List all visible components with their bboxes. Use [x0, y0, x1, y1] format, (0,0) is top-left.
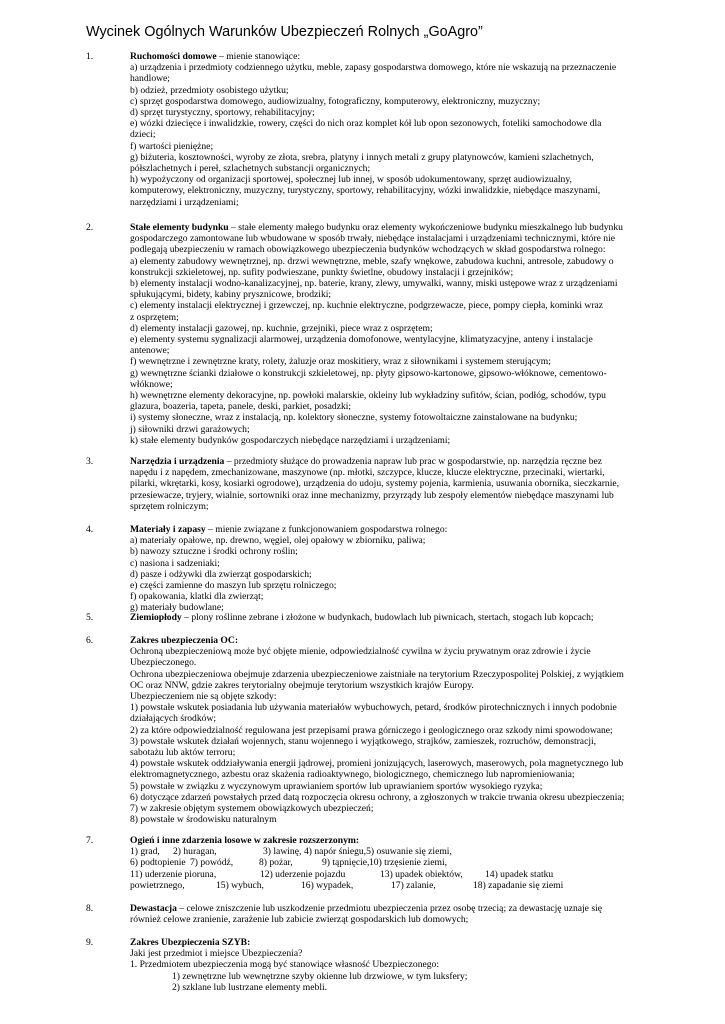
text-line: z osprzętem;	[130, 311, 179, 323]
section-heading-line	[130, 937, 639, 948]
section-number: 3.	[86, 456, 94, 467]
text-line: spłukującymi, bidety, kabiny prysznicowe, brodziki;	[130, 289, 332, 301]
section-4	[0, 524, 725, 614]
section-number: 9.	[86, 937, 94, 948]
text-line: g) materiały budowlane;	[130, 602, 224, 614]
text-line: c) nasiona i sadzeniaki;	[130, 557, 220, 569]
text-line: g) wewnętrzne ścianki działowe o konstrukcji szkieletowej, np. płyty gipsowo-kartonowe, gipsowo-włóknowe, cementowo-	[130, 367, 607, 379]
risk-item: 8) pożar,	[259, 857, 293, 869]
section-1	[0, 51, 725, 208]
text-line: c) sprzęt gospodarstwa domowego, audiowizualny, fotograficzny, komputerowy, elektroniczny, muzyczny;	[130, 95, 541, 107]
text-line: g) biżuteria, kosztowności, wyroby ze złota, srebra, platyny i innych metali z grupy platynowców, kamieni szlachetnych,	[130, 151, 594, 163]
section-heading-line	[130, 524, 639, 535]
risk-item: 17) zalanie,	[391, 879, 436, 891]
text-line: h) wypożyczony od organizacji sportowej, społecznej lub innej, w sposób udokumentowany, sprzęt audiowizualny,	[130, 174, 572, 186]
section-heading-rest: – stałe elementy małego budynku oraz elementy wykończeniowe budynku mieszkalnego lub budynku	[228, 222, 623, 233]
text-line: pilarki, wkrętarki, kosy, kosiarki ogrodowe), urządzenia do udoju, systemy pojenia, karmienia, usuwania obornika, sieczkarnie,	[130, 478, 620, 490]
text-line: f) wewnętrzne i zewnętrzne kraty, rolety, żaluzje oraz moskitiery, wraz z siłownikami i systemem sterującym;	[130, 356, 551, 368]
risk-item: 13) upadek obiektów,	[380, 868, 463, 880]
text-line: d) pasze i odżywki dla zwierząt gospodarskich;	[130, 568, 312, 580]
risk-item: 3) lawinę,	[263, 846, 302, 858]
section-heading: Ogień i inne zdarzenia losowe w zakresie rozszerzonym:	[130, 835, 360, 846]
text-line: antenowe;	[130, 345, 170, 357]
text-line: handlowe;	[130, 73, 170, 85]
text-line: gospodarczego zamontowane lub wbudowane w sposób trwały, niebędące instalacjami i urządzeniami technicznymi, które nie	[130, 233, 616, 245]
section-heading-line	[130, 456, 639, 467]
risk-item: powietrznego,	[130, 879, 185, 891]
section-heading: Zakres Ubezpieczenia SZYB:	[130, 937, 251, 948]
text-line: e) wózki dziecięce i inwalidzkie, rowery, części do nich oraz komplet kół lub opon sezonowych, foteliki samochodowe dla	[130, 118, 602, 130]
text-line: glazura, boazeria, tapeta, panele, deski, parkiet, posadzki;	[130, 401, 352, 413]
text-line: f) opakowania, klatki dla zwierząt;	[130, 591, 264, 603]
risk-item: 10) trzęsienie ziemi,	[369, 857, 448, 869]
section-lines	[130, 535, 639, 613]
text-line: d) elementy instalacji gazowej, np. kuchnie, grzejniki, piece wraz z osprzętem;	[130, 322, 433, 334]
section-lines	[130, 62, 639, 208]
section-heading-line	[130, 612, 639, 623]
text-line: 8) powstałe w środowisku naturalnym	[130, 814, 277, 826]
section-heading-rest: – mienie związane z funkcjonowaniem gospodarstwa rolnego:	[205, 524, 448, 535]
text-line: a) elementy zabudowy wewnętrznej, np. drzwi wewnętrzne, meble, szafy wnękowe, zabudowa kuchni, antresole, zabudowy o	[130, 255, 614, 267]
section-5	[0, 612, 725, 623]
text-line: 3) powstałe wskutek działań wojennych, stanu wojennego i wyjątkowego, strajków, zamieszek, rozruchów, demonstracji,	[130, 735, 597, 747]
risk-item: 14) upadek statku	[485, 868, 554, 880]
text-line: b) elementy instalacji wodno-kanalizacyjnej, np. baterie, krany, zlewy, umywalki, wanny, miski ustępowe wraz z urządzeniami	[130, 278, 618, 290]
text-line: a) urządzenia i przedmioty codziennego użytku, meble, zapasy gospodarstwa domowego, które nie wskazują na przeznaczenie	[130, 62, 617, 74]
text-line: i) systemy słoneczne, wraz z instalacją, np. kolektory słoneczne, systemy fotowoltaiczne zainstalowane na budynku;	[130, 412, 578, 424]
text-line: h) wewnętrzne elementy dekoracyjne, np. powłoki malarskie, okleiny lub wykładziny sufitów, ścian, podłóg, schodów, typu	[130, 390, 606, 402]
section-number: 5.	[86, 612, 94, 623]
text-line: 2) za które odpowiedzialność regulowana jest przepisami prawa górniczego i geologicznego oraz szkody nimi spowodowane;	[130, 724, 613, 736]
text-line: a) materiały opałowe, np. drewno, węgiel, olej opałowy w zbiorniku, paliwa;	[130, 535, 426, 547]
section-heading: Dewastacja	[130, 903, 177, 914]
text-line: sabotażu lub aktów terroru;	[130, 747, 236, 759]
text-line: e) elementy systemu sygnalizacji alarmowej, urządzenia domofonowe, wentylacyjne, klimatyzacyjne, anteny i instalacje	[130, 334, 593, 346]
section-3	[0, 456, 725, 512]
text-line: Ochrona ubezpieczeniowa obejmuje zdarzenia ubezpieczeniowe zaistniałe na terytorium Rzeczypospolitej Polskiej, z wyjątkiem	[130, 668, 624, 680]
section-heading: Narzędzia i urządzenia	[130, 456, 225, 467]
section-lines	[130, 646, 639, 825]
text-line: f) wartości pieniężne;	[130, 140, 214, 152]
text-line: OC oraz NNW, gdzie zakres terytorialny obejmuje terytorium wszystkich krajów Europy.	[130, 679, 474, 691]
section-heading-line	[130, 51, 639, 62]
text-line: d) sprzęt turystyczny, sportowy, rehabilitacyjny;	[130, 107, 315, 119]
section-heading: Materiały i zapasy	[130, 524, 206, 535]
section-heading-line	[130, 222, 639, 233]
section-number: 8.	[86, 903, 94, 914]
section-heading-line	[130, 903, 639, 914]
risk-item: 7) powódź,	[190, 857, 234, 869]
section-number: 2.	[86, 222, 94, 233]
text-line: c) elementy instalacji elektrycznej i grzewczej, np. kuchnie elektryczne, podgrzewacze, piece, pompy ciepła, kominki wraz	[130, 300, 604, 312]
section-heading-line	[130, 635, 639, 646]
risk-item: 18) zapadanie się ziemi	[473, 879, 564, 891]
text-line: k) stałe elementy budynków gospodarczych niebędące narzędziami i urządzeniami;	[130, 434, 451, 446]
risk-item: 15) wybuch,	[216, 879, 264, 891]
section-indent-lines	[130, 971, 639, 993]
text-line: Ubezpieczeniem nie są objęte szkody:	[130, 691, 277, 703]
section-heading: Ziemiopłody	[130, 612, 182, 623]
text-line: 4) powstałe wskutek oddziaływania energii jądrowej, promieni jonizujących, laserowych, maserowych, pola magnetycznego lub	[130, 758, 624, 770]
section-heading-rest: – celowe zniszczenie lub uszkodzenie przedmiotu ubezpieczenia przez osobę trzecią; za dewastację uznaje się	[176, 903, 602, 914]
section-number: 6.	[86, 635, 94, 646]
text-line: 1. Przedmiotem ubezpieczenia mogą być stanowiące własność Ubezpieczonego:	[130, 959, 440, 971]
text-line: również celowe zranienie, zarażenie lub zabicie zwierząt gospodarskich lub domowych;	[130, 914, 469, 926]
text-line: Ubezpieczonego.	[130, 657, 197, 669]
section-heading-rest: – mienie stanowiące:	[216, 51, 300, 62]
section-7	[0, 835, 725, 891]
text-line: przesiewacze, tryjery, wialnie, sortowniki oraz inne mechanizmy, przyrządy lub zespoły elementów niebędące maszynami lub	[130, 489, 614, 501]
risk-list-row-2	[130, 857, 639, 868]
risk-item: 6) podtopienie	[130, 857, 186, 869]
text-line: Ochroną ubezpieczeniową może być objęte mienie, odpowiedzialność cywilna w życiu prywatnym oraz zdrowie i życie	[130, 646, 591, 658]
text-line: elektromagnetycznego, azbestu oraz skażenia radioaktywnego, biologicznego, chemicznego lub napromieniowania;	[130, 769, 575, 781]
risk-list-row-4	[130, 880, 639, 891]
section-lines	[130, 233, 639, 446]
section-heading-rest: – przedmioty służące do prowadzenia napraw lub prac w gospodarstwie, np. narzędzia ręczne bez	[224, 456, 603, 467]
section-number: 1.	[86, 51, 94, 62]
document-title: Wycinek Ogólnych Warunków Ubezpieczeń Rolnych „GoAgro”	[86, 24, 483, 40]
text-line: podlegają ubezpieczeniu w ramach obowiązkowego ubezpieczenia budynków wchodzących w skład gospodarstwa rolnego:	[130, 244, 606, 256]
text-line: 7) w zakresie objętym systemem obowiązkowych ubezpieczeń;	[130, 803, 374, 815]
risk-item: 11) uderzenie pioruna,	[130, 868, 217, 880]
section-2	[0, 222, 725, 446]
text-line: sprzętem rolniczym;	[130, 500, 209, 512]
risk-item: 4) napór śniegu,5) osuwanie się ziemi,	[304, 846, 452, 858]
text-line: napędu i z napędem, zmechanizowane, maszynowe (np. młotki, szczypce, klucze, klucze elektryczne, przecinaki, wiertarki,	[130, 467, 605, 479]
section-lines	[130, 467, 639, 512]
risk-item: 12) uderzenie pojazdu	[260, 868, 346, 880]
section-lines	[130, 948, 639, 970]
section-6	[0, 635, 725, 825]
text-line: dzieci;	[130, 129, 156, 141]
risk-item: 9) tąpnięcie,	[322, 857, 370, 869]
text-line: 2) szklane lub lustrzane elementy mebli.	[172, 981, 328, 993]
text-line: b) nawozy sztuczne i środki ochrony roślin;	[130, 546, 298, 558]
text-line: 1) powstałe wskutek posiadania lub używania materiałów wybuchowych, petard, środków pirotechnicznych i innych podobnie	[130, 702, 617, 714]
section-heading: Stałe elementy budynku	[130, 222, 229, 233]
text-line: konstrukcji szkieletowej, np. sufity podwieszane, punkty świetlne, obudowy instalacji i grzejników;	[130, 266, 514, 278]
text-line: 1) zewnętrzne lub wewnętrzne szyby okienne lub drzwiowe, w tym luksfery;	[172, 970, 468, 982]
risk-item: 2) huragan,	[173, 846, 217, 858]
section-8	[0, 903, 725, 925]
text-line: Jaki jest przedmiot i miejsce Ubezpieczenia?	[130, 948, 303, 960]
risk-item: 1) grad,	[130, 846, 160, 858]
section-number: 4.	[86, 524, 94, 535]
risk-list-row-3	[130, 869, 639, 880]
text-line: półszlachetnych i pereł, szlachetnych substancji organicznych;	[130, 163, 371, 175]
section-9	[0, 937, 725, 993]
text-line: b) odzież, przedmioty osobistego użytku;	[130, 84, 289, 96]
section-lines	[130, 914, 639, 925]
risk-list-row-1	[130, 846, 639, 857]
text-line: 5) powstałe w związku z wyczynowym uprawianiem sportów lub uprawianiem sportów wysokiego ryzyka;	[130, 780, 543, 792]
text-line: narzędziami i urządzeniami;	[130, 196, 239, 208]
section-heading: Zakres ubezpieczenia OC:	[130, 635, 239, 646]
text-line: 6) dotyczące zdarzeń powstałych przed datą rozpoczęcia okresu ochrony, a zgłoszonych w trakcie trwania okresu ubezpieczenia;	[130, 791, 625, 803]
section-heading-line	[130, 835, 639, 846]
text-line: komputerowy, elektroniczny, muzyczny, turystyczny, sportowy, rehabilitacyjny, wózki inwalidzkie, niebędące maszynami,	[130, 185, 601, 197]
text-line: działających środków;	[130, 713, 217, 725]
text-line: j) siłowniki drzwi garażowych;	[130, 423, 250, 435]
risk-item: 16) wypadek,	[301, 879, 354, 891]
text-line: e) części zamienne do maszyn lub sprzętu rolniczego;	[130, 580, 337, 592]
section-number: 7.	[86, 835, 94, 846]
text-line: włóknowe;	[130, 378, 173, 390]
section-heading-rest: – plony roślinne zebrane i złożone w budynkach, budowlach lub piwnicach, stertach, stogach lub kopcach;	[181, 612, 594, 623]
section-heading: Ruchomości domowe	[130, 51, 217, 62]
